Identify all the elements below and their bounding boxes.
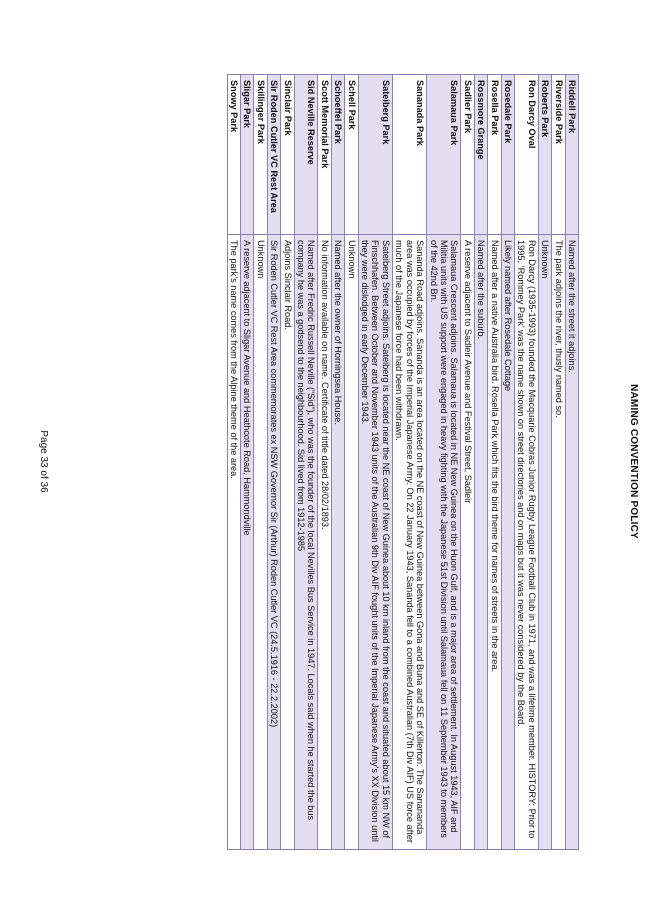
table-row	[331, 75, 344, 850]
table-row	[267, 75, 280, 850]
park-name-cell: Schoeffel Park	[331, 75, 344, 235]
table-row	[565, 75, 578, 850]
page-title: NAMING CONVENTION POLICY	[628, 384, 639, 539]
park-description-cell: The park adjoins the river, thusly named so.	[552, 235, 565, 850]
park-description-cell: Named after Fredric Russell Neville (“Sid”), who was the founder of the local Nevilles Bus Service in 1947. Locals said when he started the bus company he was a godsend to the neighbourhood. Sid lived from 1912-1985	[294, 235, 318, 850]
park-description-cell: Adjoins Sinclair Road.	[281, 235, 294, 850]
park-name-cell: Ron Darcy Oval	[514, 75, 538, 235]
park-name-cell: Scott Memorial Park	[318, 75, 331, 235]
park-name-cell: Sateiberg Park	[358, 75, 392, 235]
park-name-cell: Roberts Park	[538, 75, 551, 235]
park-name-cell: Rosella Park	[488, 75, 501, 235]
park-description-cell: A reserve adjacent to Sligar Avenue and Heathcote Road, Hammondville	[241, 235, 254, 850]
park-description-cell: The park’s name comes from the Alpine theme of the area.	[227, 235, 240, 850]
park-description-cell: Named after a native Australia bird. Rosella Park which fits the bird theme for names of streets in the area.	[488, 235, 501, 850]
table-row	[294, 75, 318, 850]
table-row	[461, 75, 474, 850]
table-row	[501, 75, 514, 850]
park-name-cell: Sid Neville Reserve	[294, 75, 318, 235]
park-name-cell: Skillinger Park	[254, 75, 267, 235]
park-description-cell: Sir Roden Cutler VC Rest Area commemorates ex NSW Governor Sir (Arthur) Roden Cutler VC (24.5.1916 - 22.2.2002)	[267, 235, 280, 850]
park-description-cell: Salamaua Crescent adjoins. Salamaua is located in NE New Guinea on the Huon Gulf, and is a major area of settlement. In August 1943, AIF and Militia units with US support were engaged in heavy fighting with the Japanese 51st Division until Salamaua fell on 11 September 1943 to members of the 42nd Bn.	[427, 235, 461, 850]
park-name-cell: Riverside Park	[552, 75, 565, 235]
park-name-cell: Schell Park	[345, 75, 358, 235]
park-name-cell: Snowy Park	[227, 75, 240, 235]
park-names-table	[227, 74, 579, 850]
park-name-cell: Sadlier Park	[461, 75, 474, 235]
park-description-cell: Sateiberg Street adjoins. Sateiberg is located near the NE coast of New Guinea about 10 km inland from the coast and situated about 15 km NW of Finschhafen. Between October and November 1943 units of the Australian 9th Div AIF fought units of the Imperial Japanese Army’s XX Division until they were dislodged in early December 1943.	[358, 235, 392, 850]
park-description-cell: Unknown	[538, 235, 551, 850]
park-description-cell: Ron Darcy (1935-1993) founded the Macquarie Cobras Junior Rugby League Football Club in 1971, and was a lifetime member. HISTORY: Prior to 1995, ‘Rommey Park’ was the name shown on street directories and on maps but it was never considered by the Board.	[514, 235, 538, 850]
park-name-cell: Rosedale Park	[501, 75, 514, 235]
park-description-cell: Named after the suburb.	[474, 235, 487, 850]
park-name-cell: Rossmore Grange	[474, 75, 487, 235]
park-description-cell: Likely named after Rosedale Cottage	[501, 235, 514, 850]
park-name-cell: Sligar Park	[241, 75, 254, 235]
park-description-cell: Named after the owner of Horningsea House.	[331, 235, 344, 850]
park-name-cell: Sir Roden Cutler VC Rest Area	[267, 75, 280, 235]
table-row	[241, 75, 254, 850]
table-row	[227, 75, 240, 850]
page-number: Page 33 of 36	[38, 430, 49, 493]
park-description-cell: Unknown	[254, 235, 267, 850]
park-description-cell: Named after the street it adjoins.	[565, 235, 578, 850]
table-row	[345, 75, 358, 850]
table-row	[552, 75, 565, 850]
table-row	[254, 75, 267, 850]
table-row	[392, 75, 426, 850]
park-description-cell: No information available on name. Certificate of tittle dated 28/02/1893.	[318, 235, 331, 850]
table-body	[227, 75, 578, 850]
table-row	[318, 75, 331, 850]
table-row	[427, 75, 461, 850]
park-description-cell: Sananda Road adjoins. Sananda is an area located on the NE coast of New Guinea between Gona and Buna and SE of Killerton. The Sanananda area was occupied by forces of the Imperial Japanese Army. On 22 January 1943, Sananda fell to a combined Australian (7th Div AIF) US force after much of the Japanese force had been withdrawn.	[392, 235, 426, 850]
park-name-cell: Riddell Park	[565, 75, 578, 235]
park-description-cell: A reserve adjacent to Sadleir Avenue and Festival Street, Sadleir	[461, 235, 474, 850]
park-name-cell: Sananada Park	[392, 75, 426, 235]
park-name-cell: Salamaua Park	[427, 75, 461, 235]
park-description-cell: Unknown	[345, 235, 358, 850]
park-name-cell: Sinclair Park	[281, 75, 294, 235]
table-row	[538, 75, 551, 850]
table-row	[358, 75, 392, 850]
table-row	[514, 75, 538, 850]
table-row	[488, 75, 501, 850]
table-row	[281, 75, 294, 850]
table-row	[474, 75, 487, 850]
